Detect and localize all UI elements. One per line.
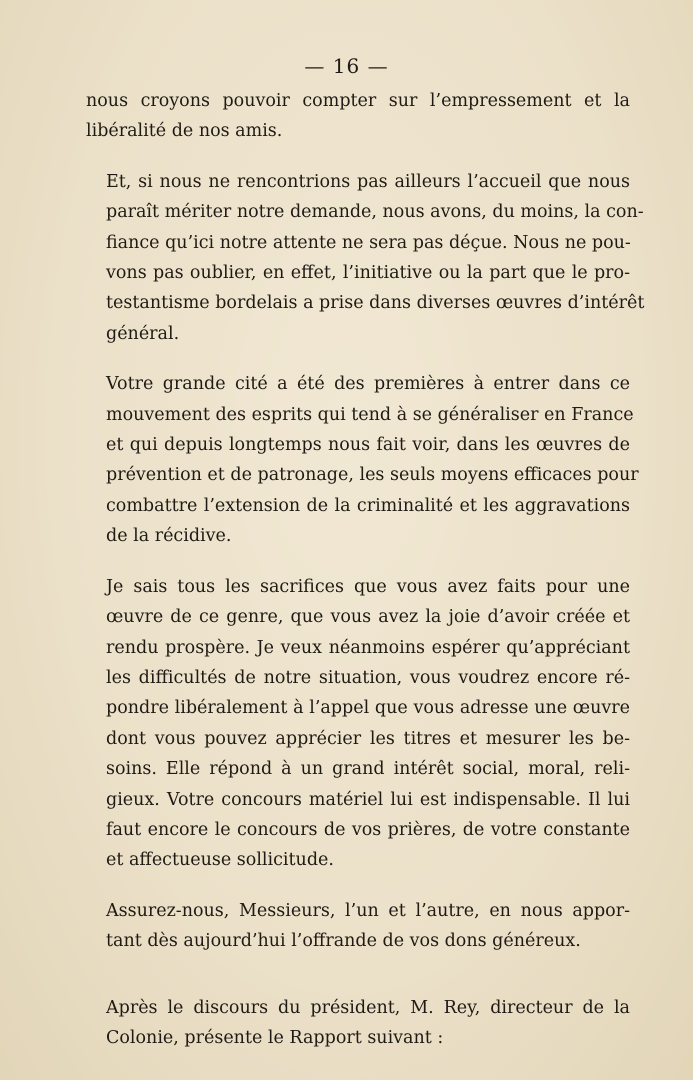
text-line: Colonie, présente le Rapport suivant : — [106, 1027, 444, 1048]
body-text — [86, 86, 645, 1053]
text-line: dont vous pouvez apprécier les titres et mesurer les be- — [106, 728, 630, 749]
text-line: Votre grande cité a été des premières à entrer dans ce — [106, 374, 630, 395]
text-line: Assurez-nous, Messieurs, l’un et l’autre, en nous appor- — [106, 900, 630, 921]
paragraph — [86, 369, 639, 551]
text-line: rendu prospère. Je veux néanmoins espérer qu’appréciant — [106, 637, 630, 658]
text-line: de la récidive. — [106, 526, 232, 547]
text-line: les difficultés de notre situation, vous voudrez encore ré- — [106, 667, 630, 688]
text-line: Je sais tous les sacrifices que vous avez faits pour une — [106, 576, 630, 597]
text-line: pondre libéralement à l’appel que vous adresse une œuvre — [106, 698, 630, 719]
paragraph — [86, 993, 630, 1054]
text-line: gieux. Votre concours matériel lui est indispensable. Il lui — [106, 789, 630, 810]
text-line: combattre l’extension de la criminalité et les aggravations — [106, 495, 630, 516]
text-line: paraît mériter notre demande, nous avons, du moins, la con- — [106, 202, 644, 223]
text-line: libéralité de nos amis. — [86, 121, 283, 142]
text-line: Après le discours du président, M. Rey, directeur de la — [106, 997, 630, 1018]
text-line: prévention et de patronage, les seuls moyens efficaces pour — [106, 465, 639, 486]
text-line: et affectueuse sollicitude. — [106, 850, 334, 871]
text-line: tant dès aujourd’hui l’offrande de vos dons généreux. — [106, 931, 581, 952]
text-line: faut encore le concours de vos prières, de votre constante — [106, 819, 630, 840]
text-line: fiance qu’ici notre attente ne sera pas déçue. Nous ne pou- — [106, 232, 631, 253]
text-line: Et, si nous ne rencontrions pas ailleurs l’accueil que nous — [106, 171, 630, 192]
paragraph-continuation — [86, 86, 630, 147]
text-line: général. — [106, 323, 180, 344]
text-line: mouvement des esprits qui tend à se généraliser en France — [106, 404, 634, 425]
text-line: testantisme bordelais a prise dans diverses œuvres d’intérêt — [106, 293, 645, 314]
text-line: œuvre de ce genre, que vous avez la joie d’avoir créée et — [106, 607, 630, 628]
page-number: — 16 — — [304, 54, 389, 78]
text-line: et qui depuis longtemps nous fait voir, dans les œuvres de — [106, 435, 630, 456]
text-line: nous croyons pouvoir compter sur l’empressement et la — [86, 91, 630, 111]
text-line: vons pas oublier, en effet, l’initiative ou la part que le pro- — [106, 263, 630, 284]
paragraph — [86, 572, 630, 876]
paragraph — [86, 167, 645, 349]
paragraph — [86, 896, 630, 957]
text-line: soins. Elle répond à un grand intérêt social, moral, reli- — [106, 759, 630, 780]
